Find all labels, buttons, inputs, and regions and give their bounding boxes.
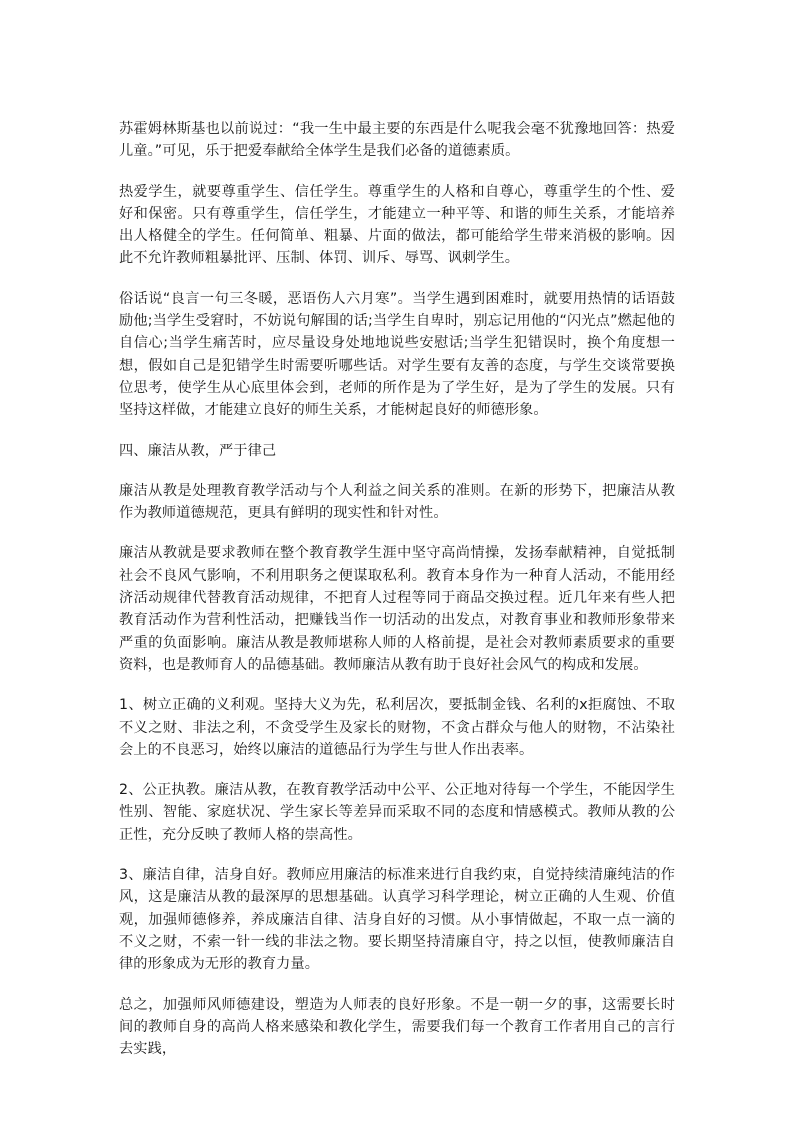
paragraph-integrity-requirements: 廉洁从教就是要求教师在整个教育教学生涯中坚守高尚情操，发扬奉献精神，自觉抵制社会不良风气影响，不利用职务之便谋取私利。教育本身作为一种育人活动，不能用经济活动规律代替教育活动规律，不把育人过程等同于商品交换过程。近几年来有些人把教育活动作为营利性活动，把赚钱当作一切活动的出发点，对教育事业和教师形象带来严重的负面影响。廉洁从教是教师堪称人师的人格前提，是社会对教师素质要求的重要资料，也是教师育人的品德基础。教师廉洁从教有助于良好社会风气的构成和发展。 [119,545,675,673]
paragraph-love-students: 热爱学生，就要尊重学生、信任学生。尊重学生的人格和自尊心，尊重学生的个性、爱好和保密。只有尊重学生，信任学生，才能建立一种平等、和谐的师生关系，才能培养出人格健全的学生。任何简单、粗暴、片面的做法，都可能给学生带来消极的影响。因此不允许教师粗暴批评、压制、体罚、训斥、辱骂、讽刺学生。 [119,183,675,267]
paragraph-conclusion: 总之，加强师风师德建设，塑造为人师表的良好形象。不是一朝一夕的事，这需要长时间的教师自身的高尚人格来感染和教化学生，需要我们每一个教育工作者用自己的言行去实践， [119,996,675,1058]
paragraph-suhomlinsky-quote: 苏霍姆林斯基也以前说过：“我一生中最主要的东西是什么呢我会毫不犹豫地回答：热爱儿童。”可见，乐于把爱奉献给全体学生是我们必备的道德素质。 [119,121,675,160]
list-item-1-values: 1、树立正确的义利观。坚持大义为先，私利居次，要抵制金钱、名利的x拒腐蚀、不取不义之财、非法之利，不贪受学生及家长的财物，不贪占群众与他人的财物，不沾染社会上的不良恶习，始终以廉洁的道德品行为学生与世人作出表率。 [119,697,675,758]
list-item-2-fairness: 2、公正执教。廉洁从教，在教育教学活动中公平、公正地对待每一个学生，不能因学生性别、智能、家庭状况、学生家长等差异而采取不同的态度和情感模式。教师从教的公正性，充分反映了教师人格的崇高性。 [119,782,675,843]
section-heading-integrity: 四、廉洁从教，严于律己 [119,442,277,459]
paragraph-proverb: 俗话说“良言一句三冬暖，恶语伤人六月寒”。当学生遇到困难时，就要用热情的话语鼓励他;当学生受窘时，不妨说句解围的话;当学生自卑时，别忘记用他的“闪光点”燃起他的自信心;当学生痛苦时，应尽量设身处地地说些安慰话;当学生犯错误时，换个角度想一想，假如自己是犯错学生时需要听哪些话。对学生要有友善的态度，与学生交谈常要换位思考，使学生从心底里体会到，老师的所作是为了学生好，是为了学生的发展。只有坚持这样做，才能建立良好的师生关系，才能树起良好的师德形象。 [119,290,675,419]
document-body [119,118,675,1078]
paragraph-integrity-principle: 廉洁从教是处理教育教学活动与个人利益之间关系的准则。在新的形势下，把廉洁从教作为教师道德规范，更具有鲜明的现实性和针对性。 [119,482,675,522]
list-item-3-self-discipline: 3、廉洁自律，洁身自好。教师应用廉洁的标准来进行自我约束，自觉持续清廉纯洁的作风，这是廉洁从教的最深厚的思想基础。认真学习科学理论，树立正确的人生观、价值观，加强师德修养，养成廉洁自律、洁身自好的习惯。从小事情做起，不取一点一滴的不义之财，不索一针一线的非法之物。要长期坚持清廉自守，持之以恒，使教师廉洁自律的形象成为无形的教育力量。 [119,867,675,973]
